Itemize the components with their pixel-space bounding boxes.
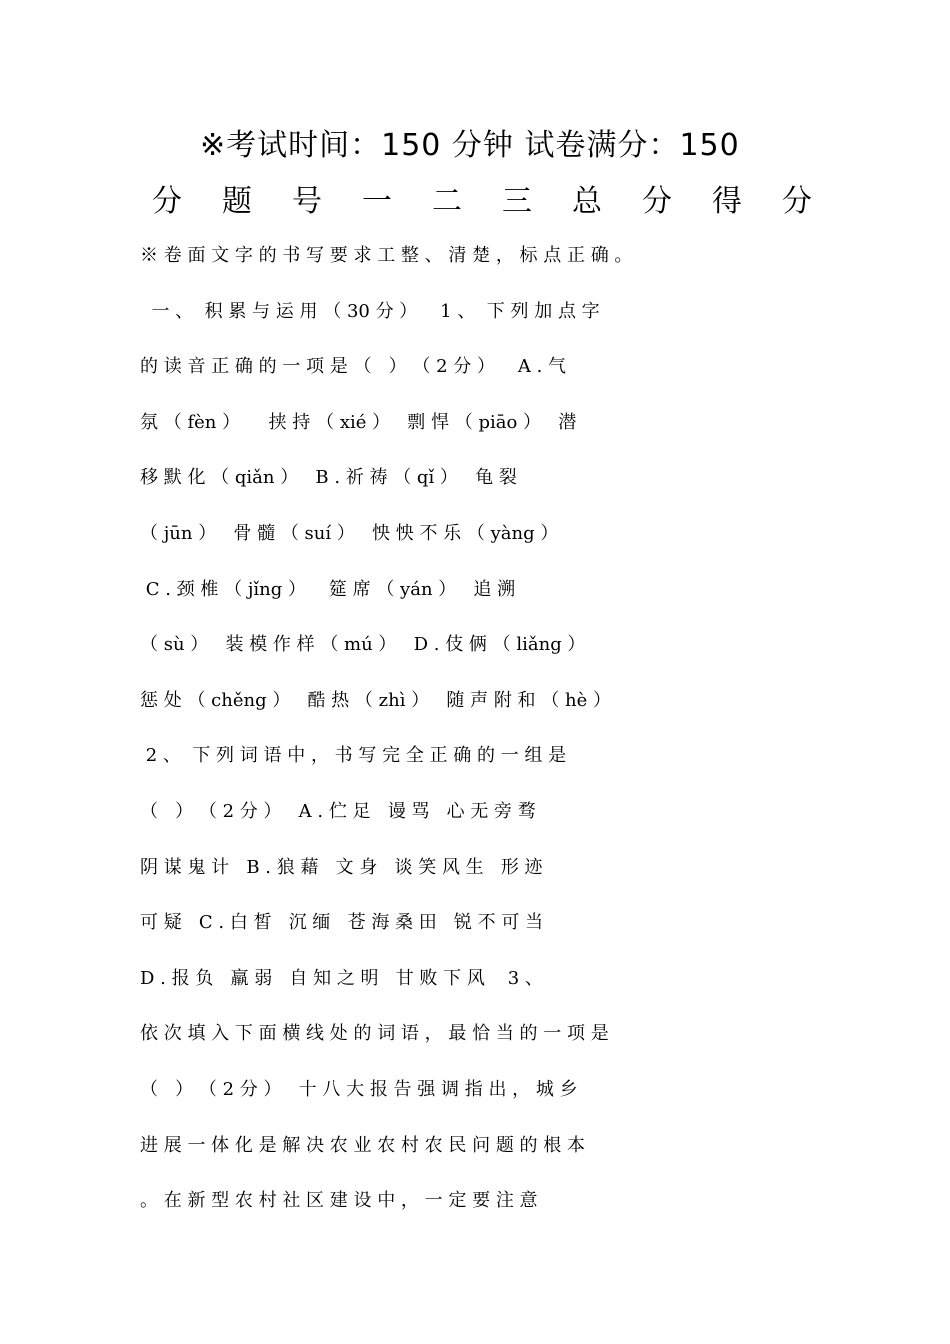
score-cell: 分 <box>782 184 812 219</box>
score-cell: 题 <box>222 184 252 219</box>
text-line: D . 报 负 羸 弱 自 知 之 明 甘 败 下 风 3 、 <box>140 968 543 989</box>
score-cell: 分 <box>152 184 182 219</box>
text-line: （ sù ） 装 模 作 样 （ mú ） D . 伎 俩 （ liǎng ） <box>140 634 586 655</box>
text-line: 。 在 新 型 农 村 社 区 建 设 中 ， 一 定 要 注 意 <box>140 1190 538 1211</box>
score-cell: 二 <box>432 184 462 219</box>
exam-time-title: ※考试时间：150 分钟 试卷满分：150 <box>200 128 740 163</box>
score-cell: 得 <box>712 184 742 219</box>
text-line: C . 颈 椎 （ jǐng ） 筵 席 （ yán ） 追 溯 <box>140 579 516 600</box>
text-line: 依 次 填 入 下 面 横 线 处 的 词 语 ， 最 恰 当 的 一 项 是 <box>140 1023 609 1044</box>
text-line: 的 读 音 正 确 的 一 项 是 （ ） （ 2 分 ） A . 气 <box>140 356 567 377</box>
score-cell: 一 <box>362 184 392 219</box>
text-line: 可 疑 C . 白 皙 沉 缅 苍 海 桑 田 锐 不 可 当 <box>140 912 544 933</box>
text-line: 移 默 化 （ qiǎn ） B . 祈 祷 （ qǐ ） 龟 裂 <box>140 467 517 488</box>
score-cell: 分 <box>642 184 672 219</box>
text-line: 氛 （ fèn ） 挟 持 （ xié ） 剽 悍 （ piāo ） 潜 <box>140 412 577 433</box>
text-line: （ ） （ 2 分 ） 十 八 大 报 告 强 调 指 出 ， 城 乡 <box>140 1079 578 1100</box>
text-line: 阴 谋 鬼 计 B . 狼 藉 文 身 谈 笑 风 生 形 迹 <box>140 857 543 878</box>
score-cell: 号 <box>292 184 322 219</box>
score-cell: 总 <box>572 184 602 219</box>
text-line: 2 、 下 列 词 语 中 ， 书 写 完 全 正 确 的 一 组 是 <box>140 745 567 766</box>
text-line: 进 展 一 体 化 是 解 决 农 业 农 村 农 民 问 题 的 根 本 <box>140 1135 585 1156</box>
text-line: ※ 卷 面 文 字 的 书 写 要 求 工 整 、 清 楚 ， 标 点 正 确 。 <box>140 245 633 266</box>
text-line: 一 、 积 累 与 运 用 （ 30 分 ） 1 、 下 列 加 点 字 <box>140 301 600 322</box>
text-line: （ jūn ） 骨 髓 （ suí ） 怏 怏 不 乐 （ yàng ） <box>140 523 559 544</box>
text-line: （ ） （ 2 分 ） A . 伫 足 谩 骂 心 无 旁 骛 <box>140 801 536 822</box>
score-cell: 三 <box>502 184 532 219</box>
text-line: 惩 处 （ chěng ） 酷 热 （ zhì ） 随 声 附 和 （ hè ） <box>140 690 611 711</box>
score-table-header <box>152 182 812 222</box>
